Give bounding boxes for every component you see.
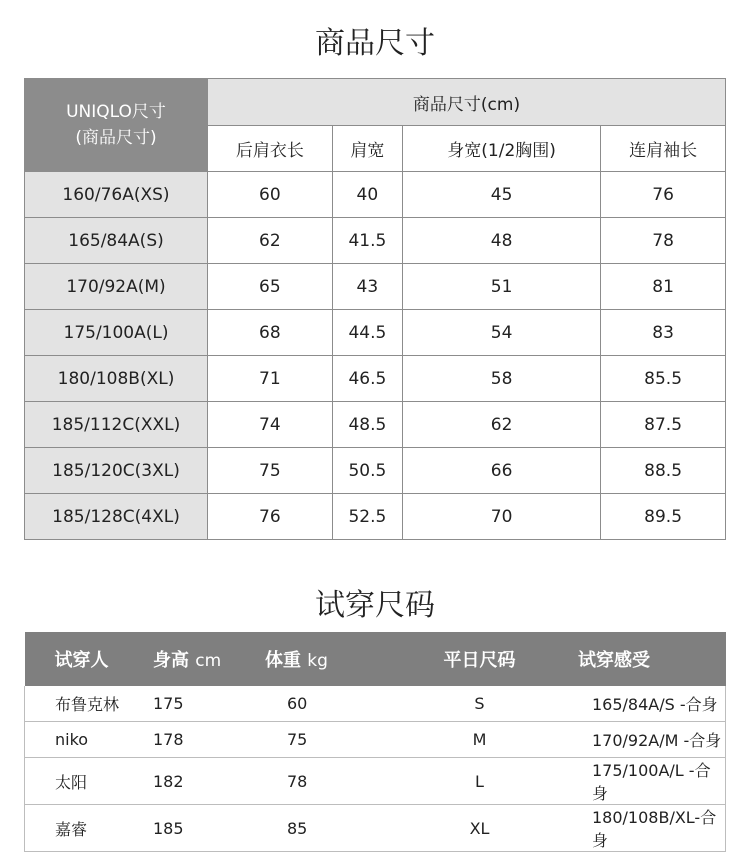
- trial-feeling: 165/84A/S -合身: [552, 686, 726, 722]
- header-weight-label: 体重: [265, 650, 301, 671]
- table-cell: 54: [403, 310, 601, 356]
- table-cell: 68: [208, 310, 333, 356]
- trial-usual-size: L: [407, 758, 552, 805]
- size-label: 185/128C(4XL): [25, 494, 208, 540]
- size-label: 160/76A(XS): [25, 172, 208, 218]
- size-label: 170/92A(M): [25, 264, 208, 310]
- table-cell: 60: [208, 172, 333, 218]
- table-cell: 78: [601, 218, 726, 264]
- table-cell: 62: [403, 402, 601, 448]
- trial-weight: 78: [265, 758, 407, 805]
- brand-size-label: UNIQLO尺寸: [66, 102, 166, 122]
- header-usual-size: 平日尺码: [407, 632, 552, 686]
- table-row: [25, 686, 726, 722]
- trial-table: [24, 632, 726, 852]
- trial-height: 185: [153, 805, 265, 852]
- size-label: 185/120C(3XL): [25, 448, 208, 494]
- trial-usual-size: S: [407, 686, 552, 722]
- table-cell: 76: [601, 172, 726, 218]
- trial-person: 嘉睿: [25, 805, 154, 852]
- table-cell: 43: [332, 264, 402, 310]
- table-cell: 40: [332, 172, 402, 218]
- table-cell: 88.5: [601, 448, 726, 494]
- table-cell: 62: [208, 218, 333, 264]
- table-cell: 48.5: [332, 402, 402, 448]
- table-cell: 46.5: [332, 356, 402, 402]
- size-table-title: 商品尺寸: [315, 26, 435, 61]
- table-cell: 66: [403, 448, 601, 494]
- trial-height: 175: [153, 686, 265, 722]
- trial-feeling: 180/108B/XL-合身: [552, 805, 726, 852]
- trial-table-title: 试穿尺码: [315, 588, 435, 623]
- table-cell: 85.5: [601, 356, 726, 402]
- trial-usual-size: XL: [407, 805, 552, 852]
- size-label: 180/108B(XL): [25, 356, 208, 402]
- table-cell: 76: [208, 494, 333, 540]
- table-cell: 74: [208, 402, 333, 448]
- table-cell: 50.5: [332, 448, 402, 494]
- header-height-label: 身高: [153, 650, 189, 671]
- header-weight: [265, 632, 407, 686]
- trial-person: 太阳: [25, 758, 154, 805]
- size-table: [24, 78, 726, 540]
- table-cell: 51: [403, 264, 601, 310]
- trial-height: 178: [153, 722, 265, 758]
- trial-feeling: 170/92A/M -合身: [552, 722, 726, 758]
- table-row: [25, 758, 726, 805]
- table-row: [25, 494, 726, 540]
- table-cell: 70: [403, 494, 601, 540]
- table-cell: 58: [403, 356, 601, 402]
- table-cell: 48: [403, 218, 601, 264]
- table-row: [25, 310, 726, 356]
- table-row: [25, 172, 726, 218]
- table-cell: 83: [601, 310, 726, 356]
- header-weight-unit: kg: [307, 651, 328, 671]
- header-person: 试穿人: [25, 632, 154, 686]
- trial-feeling: 175/100A/L -合身: [552, 758, 726, 805]
- header-height: [153, 632, 265, 686]
- measurement-group-header: 商品尺寸(cm): [208, 79, 726, 126]
- size-label: 175/100A(L): [25, 310, 208, 356]
- brand-size-sublabel: (商品尺寸): [75, 128, 157, 148]
- table-row: [25, 218, 726, 264]
- table-cell: 45: [403, 172, 601, 218]
- table-cell: 75: [208, 448, 333, 494]
- brand-size-header: [25, 79, 208, 172]
- table-cell: 87.5: [601, 402, 726, 448]
- column-header: 连肩袖长: [601, 126, 726, 172]
- trial-weight: 85: [265, 805, 407, 852]
- size-label: 185/112C(XXL): [25, 402, 208, 448]
- size-label: 165/84A(S): [25, 218, 208, 264]
- table-cell: 44.5: [332, 310, 402, 356]
- trial-person: 布鲁克林: [25, 686, 154, 722]
- table-cell: 89.5: [601, 494, 726, 540]
- trial-height: 182: [153, 758, 265, 805]
- column-header: 后肩衣长: [208, 126, 333, 172]
- table-cell: 52.5: [332, 494, 402, 540]
- trial-weight: 75: [265, 722, 407, 758]
- trial-usual-size: M: [407, 722, 552, 758]
- table-row: [25, 722, 726, 758]
- table-cell: 81: [601, 264, 726, 310]
- table-row: [25, 356, 726, 402]
- column-header: 肩宽: [332, 126, 402, 172]
- trial-person: niko: [25, 722, 154, 758]
- table-row: [25, 805, 726, 852]
- table-row: [25, 264, 726, 310]
- trial-weight: 60: [265, 686, 407, 722]
- trial-header-row: [25, 632, 726, 686]
- column-header: 身宽(1/2胸围): [403, 126, 601, 172]
- table-cell: 41.5: [332, 218, 402, 264]
- table-cell: 65: [208, 264, 333, 310]
- header-height-unit: cm: [195, 651, 222, 671]
- table-row: [25, 448, 726, 494]
- header-feeling: 试穿感受: [552, 632, 726, 686]
- table-row: [25, 402, 726, 448]
- table-cell: 71: [208, 356, 333, 402]
